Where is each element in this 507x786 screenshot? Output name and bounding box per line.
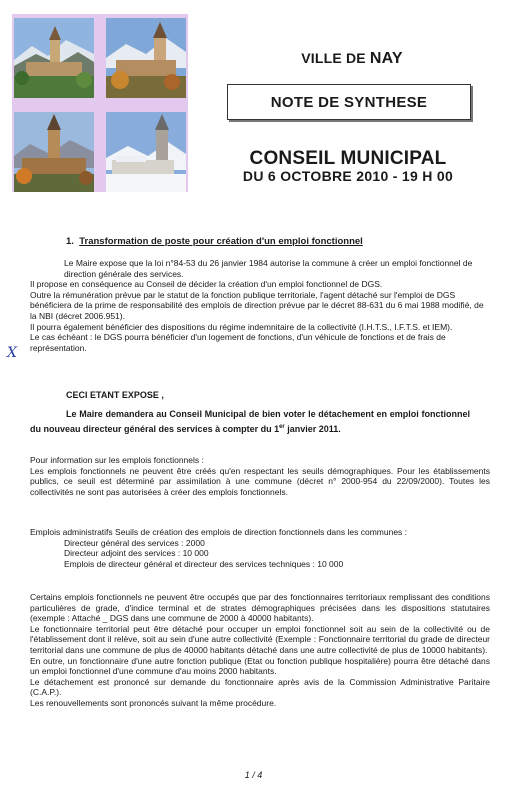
meeting-date: DU 6 OCTOBRE 2010 - 19 H 00 — [242, 168, 454, 184]
paragraph: Outre la rémunération prévue par le statut de la fonction publique territoriale, l'agent détaché sur l'emploi de DGS bénéficiera de la prime de responsabilité des emplois de direction prévue par le décret 88-631 du 6 mai 1988 modifié, de la NBI (décret 2006.951). — [30, 289, 484, 321]
seuils-intro: Emplois administratifs Seuils de création des emplois de direction fonctionnels dans les communes : — [30, 527, 408, 537]
town-name — [262, 50, 442, 68]
info-paragraph: Les emplois fonctionnels ne peuvent être créés qu'en respectant les seuils démographiques. Pour les établissements publics, ce seuil est déterminé par assimilation à une commune (décret n° 2000-954 du 22/09/2000). Toutes les collectivités ne sont pas autorisées à créer des emplois fonctionnels. — [30, 465, 490, 497]
paragraph: Le détachement est prononcé sur demande du fonctionnaire après avis de la Commission Administrative Paritaire (C.A.P.). — [30, 676, 490, 698]
final-block — [30, 592, 490, 709]
church-photo-autumn — [106, 18, 186, 98]
section-heading: Transformation de poste pour création d'un emploi fonctionnel — [79, 236, 363, 247]
decision-text: Le Maire demandera au Conseil Municipal de bien voter le détachement en emploi fonctionnel du nouveau directeur général des services à compter du 1 — [30, 409, 470, 434]
paragraph: Certains emplois fonctionnels ne peuvent être occupés que par des fonctionnaires territoriaux remplissant des conditions particulières de grade, d'indice terminal et de strates démographiques précisées dans les dispositions statutaires (exemple : Attaché _ DGS dans une commune de 2000 à 40000 habitants). — [30, 592, 490, 624]
paragraph: En outre, un fonctionnaire d'une autre fonction publique (Etat ou fonction publique hospitalière) pourra être détaché dans un emploi fonctionnel d'une commune d'au moins 2000 habitants. — [30, 655, 490, 677]
section-body — [30, 258, 490, 353]
paragraph: Le fonctionnaire territorial peut être détaché pour occuper un emploi fonctionnel soit au sein de la collectivité ou de l'établissement dont il relève, soit au sein d'une autre collectivité (Exemple : Fonctionnaire territorial du grade de directeur territorial dans une commune de plus de 40000 habitants détaché dans une autre collectivité de plus de 10000 habitants). — [30, 623, 490, 655]
paragraph: Le Maire expose que la loi n°84-53 du 26 janvier 1984 autorise la commune à créer un emploi fonctionnel de direction générale des services. — [64, 258, 473, 279]
church-photo-evening — [14, 112, 94, 192]
seuil-item: Emplois de directeur général et directeur des services techniques : 10 000 — [64, 558, 344, 569]
decision-end: janvier 2011. — [284, 424, 341, 434]
paragraph: Le cas échéant : le DGS pourra bénéficier d'un logement de fonctions, d'un véhicule de fonctions et de frais de représentation. — [30, 332, 446, 353]
section-title — [66, 236, 363, 247]
note-title-box — [227, 84, 471, 120]
decision-paragraph — [30, 408, 470, 436]
seuil-item: Directeur adjoint des services : 10 000 — [64, 548, 209, 559]
info-intro: Pour information sur les emplois fonctionnels : — [30, 455, 204, 465]
info-block — [30, 455, 490, 497]
town-label: NAY — [369, 50, 403, 67]
church-photo-summer — [14, 18, 94, 98]
photo-collage — [12, 14, 188, 192]
decision-sup: er — [279, 424, 285, 430]
seuils-block — [30, 527, 490, 569]
note-title: NOTE DE SYNTHESE — [270, 93, 428, 111]
paragraph: Les renouvellements sont prononcés suivant la même procédure. — [30, 697, 277, 708]
town-prefix: VILLE DE — [301, 50, 366, 66]
handwritten-margin-mark: X — [7, 345, 17, 361]
paragraph: Il propose en conséquence au Conseil de décider la création d'un emploi fonctionnel de DGS. — [30, 279, 383, 290]
section-number: 1. — [66, 236, 74, 247]
ceci-heading: CECI ETANT EXPOSE , — [66, 390, 164, 400]
church-photo-winter — [106, 112, 186, 192]
page-number: 1 / 4 — [244, 770, 263, 780]
seuil-item: Directeur général des services : 2000 — [64, 537, 205, 548]
council-title: CONSEIL MUNICIPAL — [249, 148, 447, 169]
paragraph: Il pourra également bénéficier des dispositions du régime indemnitaire de la collectivité (I.H.T.S., I.F.T.S. et IEM). — [30, 321, 453, 332]
